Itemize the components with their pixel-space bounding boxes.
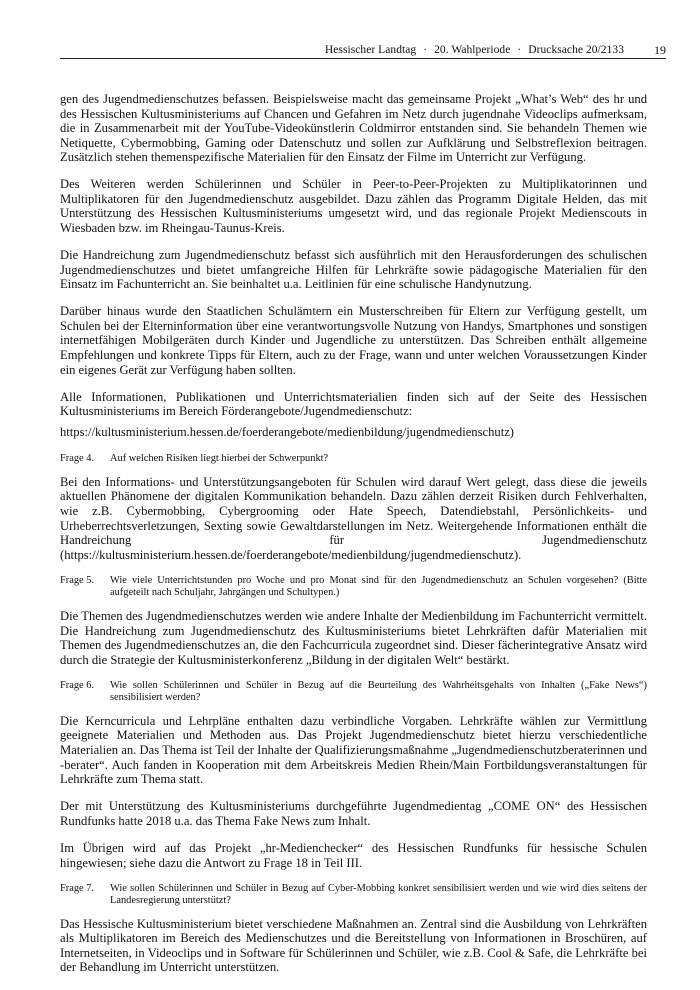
page-number: 19 xyxy=(654,43,666,57)
question-7 xyxy=(60,883,647,908)
header-printed-matter: Drucksache 20/2133 xyxy=(528,44,624,56)
answer-paragraph: Bei den Informations- und Unterstützungsangeboten für Schulen wird darauf Wert gelegt, dass diese die jeweils aktuellen Phänomene der digitalen Kommunikation behandeln. Dazu zählen derzeit Risiken durch Fehlverhalten, wie z.B. Cybermobbing, Cybergrooming oder Hate Speech, Datendiebstahl, Persönlichkeits- und Urheberrechtsverletzungen, Sexting sowie Gewaltdarstellungen im Netz. Weitergehende Informationen enthält die Handreichung für Jugendmedienschutz (https://kultusministerium.hessen.de/foerderangebote/medienbildung/jugendmedienschutz). xyxy=(60,474,647,562)
answer-paragraph: Die Themen des Jugendmedienschutzes werden wie andere Inhalte der Medienbildung im Fachunterricht vermittelt. Die Handreichung zum Jugendmedienschutz des Kultusministeriums bietet Lehrkräften dafür Materialien mit Themen des Jugendmedienschutzes an, die den Fachcurricula zugeordnet sind. Dieser fächerintegrative Ansatz wird durch die Strategie der Kultusministerkonferenz „Bildung in der digitalen Welt“ bestärkt. xyxy=(60,608,647,667)
question-label: Frage 4. xyxy=(60,453,95,465)
body-paragraph: gen des Jugendmedienschutzes befassen. Beispielsweise macht das gemeinsame Projekt „What’s Web“ des hr und des Hessischen Kultusministeriums auf Chancen und Gefahren im Netz durch jugendnahe Videoclips aufmerksam, die in Zusammenarbeit mit der YouTube-Videokünstlerin Coldmirror entstanden sind. Sie behandeln Themen wie Netiquette, Cybermobbing, Gaming oder Datenschutz und sollen zur Aufklärung und Selbstreflexion beitragen. Zusätzlich stehen themenspezifische Materialien für den Einsatz der Filme im Unterricht zur Verfügung. xyxy=(60,92,647,165)
question-text: Auf welchen Risiken liegt hierbei der Schwerpunkt? xyxy=(110,453,329,465)
question-6 xyxy=(60,680,647,705)
answer-paragraph: Die Kerncurricula und Lehrpläne enthalten dazu verbindliche Vorgaben. Lehrkräfte wählen zur Vermittlung geeignete Materialien und Methoden aus. Das Projekt Jugendmedienschutz bietet hierzu verschiedentliche Materialien an. Das Thema ist Teil der Inhalte der Qualifizierungsmaßnahme „Jugendmedienschutzberaterinnen und -berater“. Auch fanden in Kooperation mit dem Arbeitskreis Medien Rhein/Main Fortbildungsveranstaltungen für Lehrkräfte zum Thema statt. xyxy=(60,713,647,787)
question-4 xyxy=(60,453,647,466)
url-reference: https://kultusministerium.hessen.de/foerderangebote/medienbildung/jugendmedienschutz) xyxy=(60,424,514,439)
answer-paragraph: Der mit Unterstützung des Kultusministeriums durchgeführte Jugendmedientag „COME ON“ des Hessischen Rundfunks hatte 2018 u.a. das Thema Fake News zum Inhalt. xyxy=(60,799,647,828)
question-text: Wie sollen Schülerinnen und Schüler in Bezug auf Cyber-Mobbing konkret sensibilisiert werden und wie wird dies seitens der Landesregierung unterstützt? xyxy=(110,882,647,907)
header-separator: · xyxy=(517,44,522,56)
header-period: 20. Wahlperiode xyxy=(434,44,511,56)
document-body xyxy=(60,92,647,988)
body-paragraph: Die Handreichung zum Jugendmedienschutz befasst sich ausführlich mit den Herausforderungen des schulischen Jugendmedienschutzes und bietet umfangreiche Hilfen für Lehrkräfte sowie pädagogische Materialien für den Einsatz im Fachunterricht an. Sie beinhaltet u.a. Leitlinien für eine schulische Handynutzung. xyxy=(60,248,647,292)
body-paragraph: Alle Informationen, Publikationen und Unterrichtsmaterialien finden sich auf der Seite des Hessischen Kultusministeriums im Bereich Förderangebote/Jugendmedienschutz: xyxy=(60,389,647,419)
header-rule xyxy=(60,58,666,59)
answer-paragraph: Das Hessische Kultusministerium bietet verschiedene Maßnahmen an. Zentral sind die Ausbildung von Lehrkräften als Multiplikatoren im Bereich des Medienschutzes und die Bereitstellung von Informationen in Broschüren, auf Internetseiten, in Videoclips und in Software für Schülerinnen und Schüler, wie z.B. Cool & Safe, die Lehrkräfte bei der Behandlung im Unterricht unterstützen. xyxy=(60,916,647,975)
body-paragraph: Darüber hinaus wurde den Staatlichen Schulämtern ein Musterschreiben für Eltern zur Verfügung gestellt, um Schulen bei der Elterninformation über eine verantwortungsvolle Nutzung von Handys, Smartphones und sonstigen internetfähigen Mobilgeräten durch Kinder und Jugendliche zu unterstützen. Das Schreiben enthält allgemeine Empfehlungen und konkrete Tipps für Eltern, auch zu der Frage, wann und unter welchen Voraussetzungen Kinder ein eigenes Gerät zur Verfügung haben sollten. xyxy=(60,304,647,377)
question-label: Frage 6. xyxy=(60,679,95,691)
question-text: Wie viele Unterrichtstunden pro Woche und pro Monat sind für den Jugendmedienschutz an Schulen vorgesehen? (Bitte aufgeteilt nach Schuljahr, Jahrgängen und Schultypen.) xyxy=(110,574,647,599)
header-separator: · xyxy=(423,44,428,56)
header-parliament: Hessischer Landtag xyxy=(324,44,417,56)
question-text: Wie sollen Schülerinnen und Schüler in Bezug auf die Beurteilung des Wahrheitsgehalts von Inhalten („Fake News“) sensibilisiert werden? xyxy=(110,679,647,704)
body-paragraph: Des Weiteren werden Schülerinnen und Schüler in Peer-to-Peer-Projekten zu Multiplikatorinnen und Multiplikatoren für den Jugendmedienschutz ausgebildet. Dazu zählen das Programm Digitale Helden, das mit Unterstützung des Hessischen Kultusministeriums umgesetzt wird, und das regionale Projekt Medienscouts in Wiesbaden bzw. im Rheingau-Taunus-Kreis. xyxy=(60,177,647,235)
running-header xyxy=(325,43,624,57)
question-label: Frage 7. xyxy=(60,882,95,894)
question-5 xyxy=(60,575,647,600)
question-label: Frage 5. xyxy=(60,574,95,586)
answer-paragraph: Im Übrigen wird auf das Projekt „hr-Medienchecker“ des Hessischen Rundfunks für hessische Schulen hingewiesen; siehe dazu die Antwort zu Frage 18 in Teil III. xyxy=(60,840,647,870)
